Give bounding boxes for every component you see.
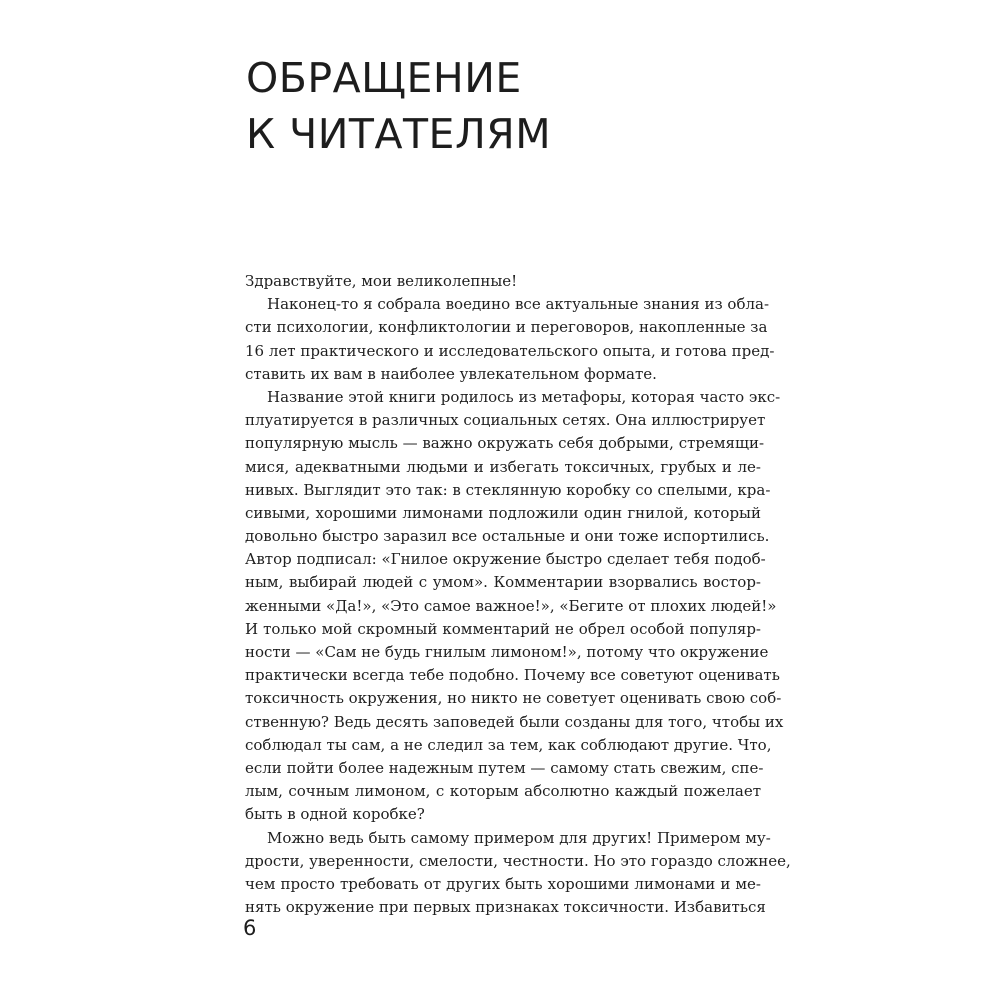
page-number: 6 [243, 916, 257, 940]
text-line: ным, выбирай людей с умом». Комментарии взорвались востор- [245, 573, 761, 592]
chapter-title [246, 50, 806, 162]
text-line: если пойти более надежным путем — самому стать свежим, спе- [245, 758, 764, 777]
text-line: Наконец-то я собрала воедино все актуальные знания из обла- [267, 295, 770, 314]
text-line: 16 лет практического и исследовательского опыта, и готова пред- [245, 341, 775, 360]
text-line: мися, адекватными людьми и избегать токсичных, грубых и ле- [245, 457, 761, 476]
text-line: нять окружение при первых признаках токсичности. Избавиться [245, 898, 766, 917]
text-line: чем просто требовать от других быть хорошими лимонами и ме- [245, 874, 761, 893]
text-line: нивых. Выглядит это так: в стеклянную коробку со спелыми, кра- [245, 480, 771, 499]
text-line: И только мой скромный комментарий не обрел особой популяр- [245, 619, 761, 638]
text-line: ставить их вам в наиболее увлекательном формате. [245, 364, 657, 383]
text-line: довольно быстро заразил все остальные и они тоже испортились. [245, 527, 770, 546]
chapter-title-line-2: К ЧИТАТЕЛЯМ [246, 110, 552, 158]
text-line: Название этой книги родилось из метафоры, которая часто экс- [267, 387, 781, 406]
chapter-title-line-1: ОБРАЩЕНИЕ [246, 54, 522, 102]
text-line: соблюдал ты сам, а не следил за тем, как соблюдают другие. Что, [245, 735, 772, 754]
text-line: ственную? Ведь десять заповедей были созданы для того, чтобы их [245, 712, 784, 731]
text-line: ности — «Сам не будь гнилым лимоном!», потому что окружение [245, 643, 769, 661]
text-line: токсичность окружения, но никто не советует оценивать свою соб- [245, 689, 782, 708]
text-line: Можно ведь быть самому примером для других! Примером му- [267, 828, 771, 847]
text-line: дрости, уверенности, смелости, честности. Но это гораздо сложнее, [245, 851, 791, 870]
text-line: Здравствуйте, мои великолепные! [245, 272, 518, 290]
text-line: женными «Да!», «Это самое важное!», «Бегите от плохих людей!» [245, 596, 777, 615]
text-line: практически всегда тебе подобно. Почему все советуют оценивать [245, 666, 780, 685]
text-line: сти психологии, конфликтологии и переговоров, накопленные за [245, 318, 768, 337]
text-line: плуатируется в различных социальных сетях. Она иллюстрирует [245, 411, 766, 430]
body-text [245, 270, 791, 919]
text-line: сивыми, хорошими лимонами подложили один гнилой, который [245, 503, 761, 522]
text-line: быть в одной коробке? [245, 805, 425, 824]
text-line: популярную мысль — важно окружать себя добрыми, стремящи- [245, 434, 765, 453]
text-line: лым, сочным лимоном, с которым абсолютно каждый пожелает [245, 782, 761, 801]
text-line: Автор подписал: «Гнилое окружение быстро сделает тебя подоб- [245, 550, 766, 569]
